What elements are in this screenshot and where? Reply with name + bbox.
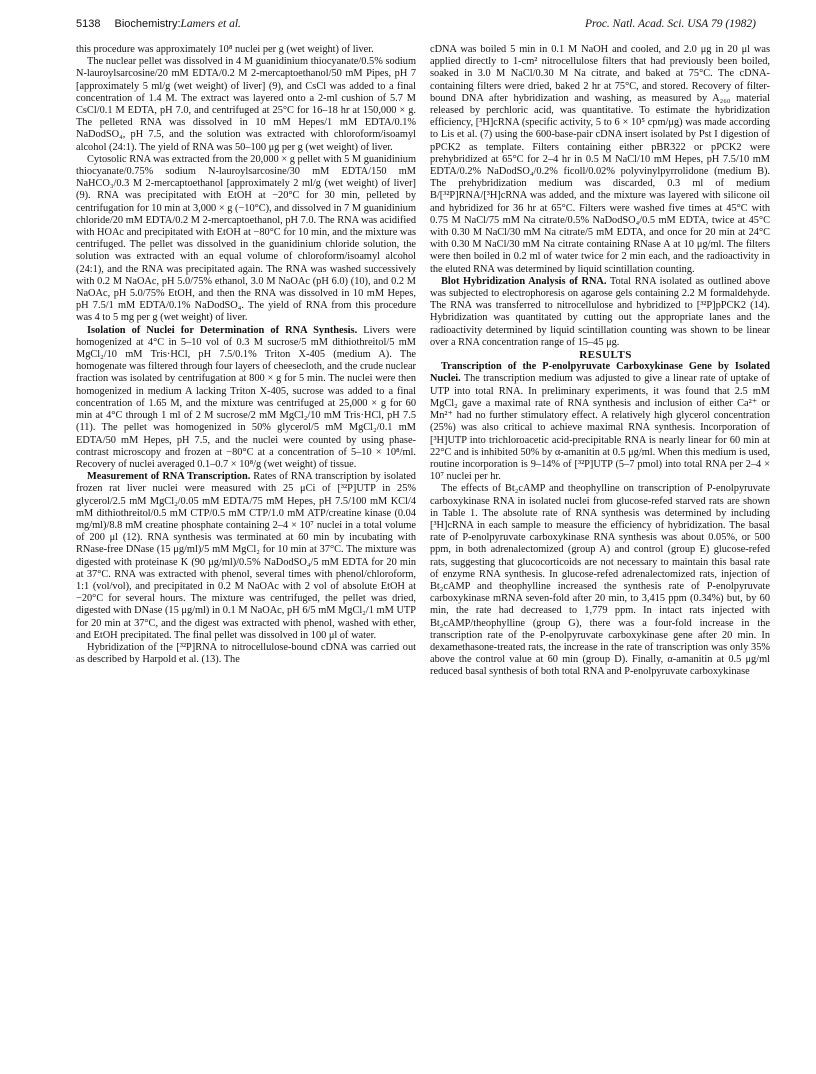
running-header (76, 18, 756, 34)
paragraph: The effects of Bt₂cAMP and theophylline on transcription of P-enolpyruvate carboxykinase RNA in isolated nuclei from glucose-refed starved rats are shown in Table 1. The absolute rate of RNA synthesis was determined by including [³H]cRNA in each sample to measure the efficiency of hybridization. The basal rate of P-enolpyruvate carboxykinase RNA synthesis was about 0.05%, or 500 ppm, in both adrenalectomized (group A) and control (group E) glucose-refed rats, suggesting that glucocorticoids are not necessary to maintain this basal rate of enzyme RNA synthesis. In glucose-refed adrenalectomized rats, injection of Bt₂cAMP and theophylline increased the synthesis rate of P-enolpyruvate carboxykinase mRNA seven-fold after 20 min, to 3,415 ppm (0.34%) but, by 60 min, the rate had decreased to 1,779 ppm. In intact rats injected with Bt₂cAMP/theophylline (group G), there was a four-fold increase in the transcription rate of the P-enolpyruvate carboxykinase gene after 20 min. In dexamethasone-treated rats, the increase in the rate of transcription was only 35% above the control value at 60 min (group D). Finally, α-amanitin at 0.5 μg/ml reduced basal synthesis of both total RNA and P-enolpyruvate carboxykinase (430, 483, 770, 678)
paragraph: Cytosolic RNA was extracted from the 20,000 × g pellet with 5 M guanidinium thiocyanate/0.75% sodium N-lauroylsarcosine/30 mM EDTA/150 mM NaHCO₃/0.3 M 2-mercaptoethanol [approximately 2 ml/g (wet weight) of liver] (9). RNA was precipitated with EtOH at −20°C for 30 min, pelleted by centrifugation for 10 min at 3,000 × g (−10°C), and dissolved in 7 M guanidinium chloride/20 mM EDTA/0.2 M 2-mercaptoethanol, pH 7.0. The RNA was acidified with HOAc and precipitated with EtOH at −80°C for 10 min, and the mixture was centrifuged. The pellet was dissolved in the guanidinium chloride solution, the solution was extracted with an equal volume of chloroform/isoamyl alcohol (24:1), and the RNA was precipitated again. The RNA was washed successively with 0.2 M NaOAc, pH 5.0/75% ethanol, 3.0 M NaOAc (pH 6.0) (10), and 0.2 M NaOAc, pH 5.0/75% EtOH, and then the RNA was dissolved in 10 mM Hepes, pH 7.5/1 mM EDTA/0.1% NaDodSO₄. The yield of RNA from this procedure was 4 to 5 mg per g (wet weight) of liver. (76, 153, 416, 324)
paragraph: this procedure was approximately 10⁸ nuclei per g (wet weight) of liver. (76, 44, 374, 55)
section-run-in-heading: Measurement of RNA Transcription. (87, 471, 251, 483)
results-heading: RESULTS (579, 349, 632, 362)
paragraph-text: Livers were homogenized at 4°C in 5–10 vol of 0.3 M sucrose/5 mM dithiothreitol/5 mM MgCl₂/10 mM Tris·HCl, pH 7.5/0.1% Triton X-405 (medium A). The homogenate was filtered through four layers of cheesecloth, and the crude nuclear fraction was isolated by centrifugation at 800 × g for 5 min. The nuclei were then homogenized in medium A lacking Triton X-405, sucrose was added to a final concentration of 1.65 M, and the mixture was centrifuged at 25,000 × g for 60 min at 4°C through 1 ml of 2 M sucrose/2 mM MgCl₂/10 mM Tris·HCl, pH 7.5 (11). The pellet was homogenized in 50% glycerol/5 mM MgCl₂/0.1 mM EDTA/50 mM Hepes, pH 7.5, and the nuclei were counted by using phase-contrast microscopy and frozen at −80°C at a concentration of 5–10 × 10⁸/ml. Recovery of nuclei averaged 0.1–0.7 × 10⁸/g (wet weight) of tissue. (76, 324, 416, 470)
paragraph (76, 325, 416, 471)
paragraph (430, 361, 770, 483)
paragraph-text: Rates of RNA transcription by isolated frozen rat liver nuclei were measured with 25 μCi of [³²P]UTP in 25% glycerol/2.5 mM MgCl₂/0.05 mM EDTA/75 mM Hepes, pH 7.5/100 mM KCl/4 mM dithiothreitol/0.5 mM CTP/0.5 mM CTP/1.0 mM ATP/creatine kinase (0.04 mg/ml)/8.8 mM creatine phosphate containing 2–4 × 10⁷ nuclei in a total volume of 200 μl (12). RNA synthesis was terminated at 60 min by incubating with RNase-free DNase (15 μg/ml)/5 mM MgCl₂ for 10 min at 37°C. The mixture was digested with proteinase K (90 μg/ml)/0.5% NaDodSO₄/5 mM EDTA for 20 min at 37°C. RNA was extracted with phenol, several times with phenol/chloroform, 1:1 (vol/vol), and precipitated in 0.2 M NaOAc with 2 vol of absolute EtOH at −20°C for several hours. The mixture was centrifuged, the pellet was dried, digested with DNase (15 μg/ml) in 0.1 M NaOAc, pH 6/5 mM MgCl₂/1 mM UTP for 20 min at 37°C, and the digest was extracted with phenol, washed with ether, and EtOH precipitated. The final pellet was dissolved in 100 μl of water. (76, 471, 416, 641)
page-number: 5138 (76, 18, 101, 30)
paragraph (76, 471, 416, 642)
paragraph (430, 276, 770, 349)
left-column (76, 44, 416, 666)
journal-section: Biochemistry: (114, 18, 181, 30)
journal-citation: Proc. Natl. Acad. Sci. USA 79 (1982) (585, 18, 756, 30)
section-run-in-heading: Isolation of Nuclei for Determination of RNA Synthesis. (87, 324, 358, 336)
section-run-in-heading: Transcription of the P-enolpyruvate Carboxykinase Gene by Isolated Nuclei. (430, 361, 770, 385)
right-column (430, 44, 770, 679)
paragraph: Hybridization of the [³²P]RNA to nitrocellulose-bound cDNA was carried out as described by Harpold et al. (13). The (76, 641, 416, 666)
paragraph-text: The transcription medium was adjusted to give a linear rate of uptake of UTP into total RNA. In preliminary experiments, it was found that 2.5 mM MgCl₂ gave a maximal rate of RNA synthesis and inclusion of either Ca²⁺ or Mn²⁺ had no further stimulatory effect. A relatively high glycerol concentration (25%) was also critical to achieve maximal RNA synthesis. Incorporation of [³H]UTP into trichloroacetic acid-precipitable RNA is nearly linear for 60 min at 22°C and is inhibited 50% by α-amanitin at 0.5 μg/ml. When this medium is used, routine incorporation is 9–14% of [³²P]UTP (5–7 pmol) into total RNA per 2–4 × 10⁷ nuclei per hr. (430, 373, 770, 483)
paragraph-text: Total RNA isolated as outlined above was subjected to electrophoresis on agarose gels containing 2.2 M formaldehyde. The RNA was transferred to nitrocellulose and hybridized to [³²P]pPCK2 (14). Hybridization was quantitated by cutting out the appropriate lanes and the radioactivity determined by liquid scintillation counting was shown to be linear over a RNA concentration range of 15–45 μg. (430, 275, 770, 348)
paragraph: The nuclear pellet was dissolved in 4 M guanidinium thiocyanate/0.5% sodium N-lauroylsarcosine/20 mM EDTA/0.2 M 2-mercaptoethanol/50 mM Pipes, pH 7 [approximately 5 ml/g (wet weight) of liver] (9), and CsCl was added to a final concentration of 1.4 M. The extract was layered onto a 2-ml cushion of 5.7 M CsCl/0.1 M EDTA, pH 7.0, and centrifuged at 25°C for 16–18 hr at 150,000 × g. The pelleted RNA was dissolved in 10 mM Hepes/1 mM EDTA/0.1% NaDodSO₄, pH 7.5, and the solution was extracted with chloroform/isoamyl alcohol (24:1). The yield of RNA was 50–100 μg per g (wet weight) of liver. (76, 56, 416, 153)
paragraph: cDNA was boiled 5 min in 0.1 M NaOH and cooled, and 2.0 μg in 20 μl was applied directly to 1-cm² nitrocellulose filters that had previously been boiled, soaked in 3.0 M NaCl/0.30 M Na citrate, and baked at 75°C. The cDNA-containing filters were dried, baked 2 hr at 75°C, and stored. Recovery of filter-bound DNA after hybridization and washing, as measured by A₂₆₀ material released by perchloric acid, was quantitative. To estimate the hybridization efficiency, [³H]cRNA (specific activity, 5 to 6 × 10⁵ cpm/μg) was made according to Lis et al. (7) using the 600-base-pair cDNA insert isolated by Pst I digestion of pPCK2 as template. Filters containing either pBR322 or pPCK2 were prehybridized at 65°C for 2–4 hr in 0.5 M NaCl/10 mM Hepes, pH 7.5/10 mM EDTA/0.2% NaDodSO₄/0.2% ficoll/0.02% polyvinylpyrrolidone (medium B). The prehybridization medium was discarded, 0.3 ml of medium B/[³²P]RNA/[³H]cRNA was added, and the mixture was layered with silicone oil and hybridized for 36 hr at 65°C. Filters were washed five times at 45°C with 0.75 M NaCl/75 mM Na citrate/0.5% NaDodSO₄/0.5 mM EDTA, twice at 45°C with 0.30 M NaCl/30 mM Na citrate/5 mM EDTA, and once for 20 min at 24°C with 0.30 M NaCl/30 mM Na citrate containing RNase A at 10 μg/ml. The filters were then boiled in 0.2 ml of water twice for 2 min each, and the radioactivity in the eluted RNA was determined by liquid scintillation counting. (430, 44, 770, 275)
section-run-in-heading: Blot Hybridization Analysis of RNA. (441, 275, 607, 287)
authors: Lamers et al. (180, 18, 241, 30)
